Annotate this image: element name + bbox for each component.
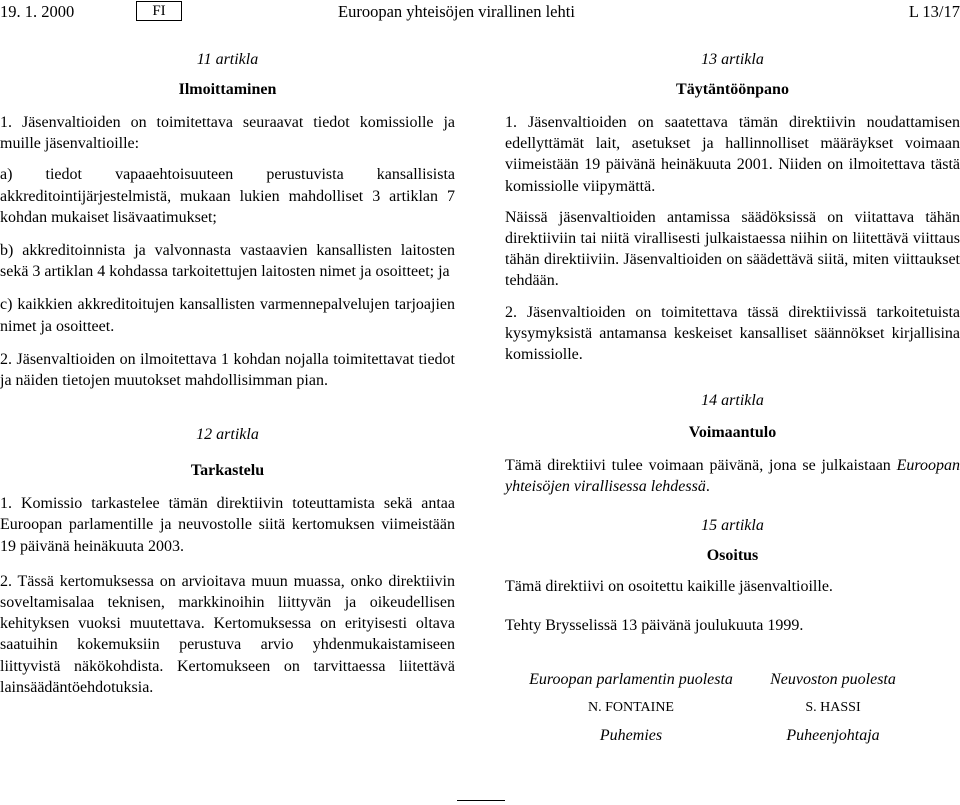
signature-body: Neuvoston puolesta — [770, 671, 896, 688]
journal-title: Euroopan yhteisöjen virallinen lehti — [338, 2, 575, 21]
article-13-title: Täytäntöönpano — [676, 81, 789, 98]
signature-name: N. FONTAINE — [588, 700, 674, 715]
page-number: L 13/17 — [908, 2, 960, 21]
page-header — [0, 0, 960, 24]
article-14-period: . — [705, 478, 710, 496]
article-15-paragraph: Tämä direktiivi on osoitettu kaikille jäsenvaltioille. — [505, 577, 833, 595]
right-column — [505, 40, 960, 636]
article-15-label: 15 artikla — [701, 516, 764, 534]
article-14-text: Tämä direktiivi tulee voimaan päivänä, jona se julkaistaan — [505, 457, 897, 475]
article-11-title: Ilmoittaminen — [178, 81, 277, 98]
done-at-line: Tehty Brysselissä 13 päivänä joulukuuta 1999. — [505, 616, 804, 634]
signature-body: Euroopan parlamentin puolesta — [529, 671, 733, 688]
journal-reference: Euroopan yhteisöjen virallisessa lehdessä — [505, 457, 960, 496]
article-11-item-a: a) tiedot vapaaehtoisuuteen perustuvista kansallisista akkreditointijärjestelmistä, mukaan lukien mahdolliset 3 artiklan 7 kohdan mukaiset lisävaatimukset; — [0, 166, 455, 226]
signature-role: Puhemies — [599, 727, 663, 744]
article-11-item-b: b) akkreditoinnista ja valvonnasta vastaavien kansallisten laitosten sekä 3 artiklan 4 kohdassa tarkoitettujen laitosten nimet ja osoitteet; ja — [0, 242, 455, 281]
article-12-label: 12 artikla — [196, 426, 259, 444]
signature-block-parliament — [516, 670, 746, 746]
article-12-title: Tarkastelu — [190, 462, 265, 480]
language-badge: FI — [136, 1, 182, 21]
article-11-label: 11 artikla — [196, 51, 259, 68]
article-11-paragraph-2: 2. Jäsenvaltioiden on ilmoitettava 1 kohdan nojalla toimitettavat tiedot ja näiden tietojen muutokset mahdollisimman pian. — [0, 350, 455, 390]
article-13-paragraph-2: 2. Jäsenvaltioiden on toimitettava tässä direktiivissä tarkoitetuista kysymyksistä antamansa keskeiset kansalliset säännökset kirjallisina komissiolle. — [505, 303, 960, 364]
article-12-paragraph-2: 2. Tässä kertomuksessa on arvioitava muun muassa, onko direktiivin soveltamisalaa teknisen, markkinoihin liittyvän ja oikeudellisen kehityksen vuoksi muutettava. Kertomuksessa on erityisesti oltava saatuihin kokemuksiin perustuva arvio yhdenmukaistamiseen liittyvistä näkökohdista. Kertomukseen on tarvittaessa liitettävä lainsäädäntöehdotuksia. — [0, 572, 455, 696]
publication-date: 19. 1. 2000 — [0, 2, 75, 21]
signature-block-council — [718, 670, 948, 746]
article-12-paragraph-1: 1. Komissio tarkastelee tämän direktiivin toteuttamista sekä antaa Euroopan parlamentille ja neuvostolle siitä kertomuksen viimeistään 19 päivänä heinäkuuta 2003. — [0, 495, 455, 555]
article-11-item-c: c) kaikkien akkreditoitujen kansallisten varmennepalvelujen tarjoajien nimet ja osoitteet. — [0, 296, 455, 335]
footer-rule — [457, 800, 505, 801]
article-14-label: 14 artikla — [701, 392, 764, 410]
article-11-paragraph-1: 1. Jäsenvaltioiden on toimitettava seuraavat tiedot komissiolle ja muille jäsenvaltioille: — [0, 114, 455, 153]
signature-name: S. HASSI — [805, 700, 861, 715]
left-column — [0, 40, 455, 698]
article-13-paragraph-1b: Näissä jäsenvaltioiden antamissa säädöksissä on viitattava tähän direktiiviin tai niitä virallisesti julkaistaessa niihin on liitettävä viittaus tähän direktiiviin. Jäsenvaltioiden on säädettävä siitä, miten viittaukset tehdään. — [505, 208, 960, 290]
signature-role: Puheenjohtaja — [786, 727, 880, 744]
article-14-paragraph — [505, 455, 960, 497]
article-14-title: Voimaantulo — [688, 424, 777, 442]
article-13-label: 13 artikla — [701, 51, 764, 68]
article-15-title: Osoitus — [706, 546, 759, 564]
article-13-paragraph-1: 1. Jäsenvaltioiden on saatettava tämän direktiivin noudattamisen edellyttämät lait, asetukset ja hallinnolliset määräykset voimaan viimeistään 19 päivänä heinäkuuta 2001. Niiden on ilmoitettava tästä komissiolle viipymättä. — [505, 114, 960, 195]
